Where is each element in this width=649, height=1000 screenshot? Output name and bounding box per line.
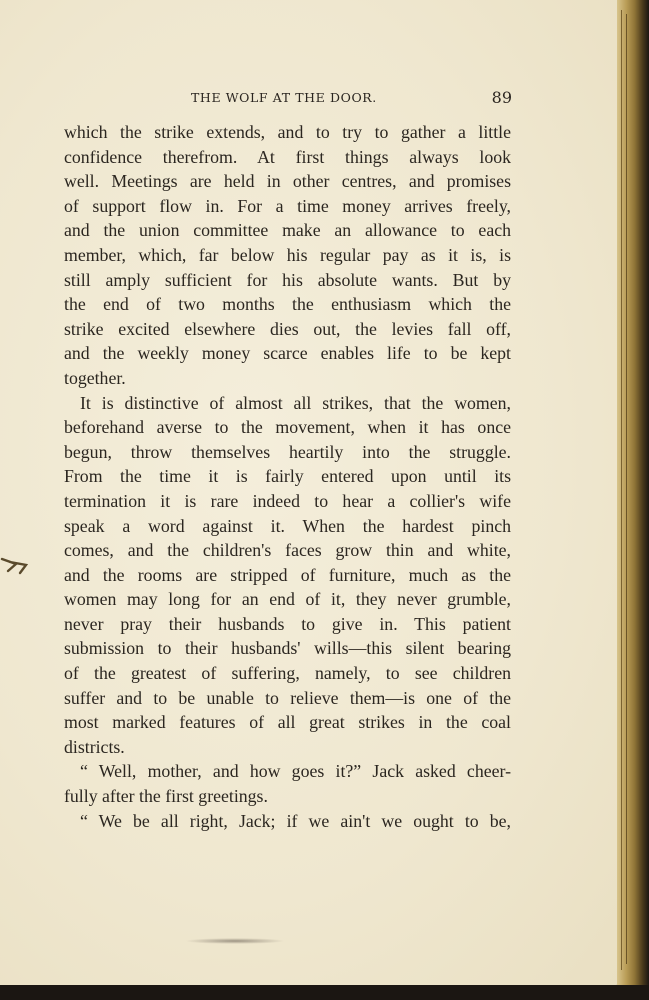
text-line: and the rooms are stripped of furniture, much as the: [64, 564, 511, 585]
text-line: women may long for an end of it, they never grumble,: [64, 589, 511, 610]
text-line: of the greatest of suffering, namely, to see children: [64, 663, 511, 684]
text-line: well. Meetings are held in other centres, and promises: [64, 171, 511, 192]
text-line: fully after the first greetings.: [64, 786, 268, 807]
text-line: comes, and the children's faces grow thin and white,: [64, 540, 511, 561]
text-line: confidence therefrom. At first things always look: [64, 146, 511, 167]
margin-mark-icon: [0, 553, 30, 575]
running-head-title: THE WOLF AT THE DOOR.: [191, 90, 377, 105]
text-line: and the weekly money scarce enables life to be kept: [64, 343, 511, 364]
text-line: which the strike extends, and to try to gather a little: [64, 122, 511, 142]
text-line: “ Well, mother, and how goes it?” Jack asked cheer-: [80, 761, 511, 782]
text-line: of support flow in. For a time money arrives freely,: [64, 195, 511, 216]
text-line: submission to their husbands' wills—this silent bearing: [64, 638, 511, 659]
text-line: beforehand averse to the movement, when it has once: [64, 417, 511, 438]
running-head: [60, 88, 512, 110]
text-line: It is distinctive of almost all strikes, that the women,: [80, 392, 511, 413]
text-line: member, which, far below his regular pay as it is, is: [64, 244, 511, 265]
text-line: still amply sufficient for his absolute wants. But by: [64, 269, 511, 290]
text-line: and the union committee make an allowance to each: [64, 220, 511, 241]
text-line: speak a word against it. When the hardest pinch: [64, 515, 511, 536]
page-smudge: [185, 938, 285, 944]
body-text: [64, 120, 511, 833]
page-number: 89: [491, 88, 512, 107]
bottom-shadow: [0, 985, 649, 1000]
text-line: termination it is rare indeed to hear a collier's wife: [64, 490, 511, 511]
text-line: begun, throw themselves heartily into the struggle.: [64, 441, 511, 462]
text-line: strike excited elsewhere dies out, the levies fall off,: [64, 318, 511, 339]
text-line: suffer and to be unable to relieve them—is one of the: [64, 687, 511, 708]
page-edges: [617, 0, 649, 990]
text-line: never pray their husbands to give in. This patient: [64, 613, 511, 634]
text-line: “ We be all right, Jack; if we ain't we ought to be,: [80, 810, 511, 831]
text-line: most marked features of all great strikes in the coal: [64, 712, 511, 733]
text-line: districts.: [64, 736, 125, 757]
text-line: the end of two months the enthusiasm which the: [64, 294, 511, 315]
text-line: From the time it is fairly entered upon until its: [64, 466, 511, 487]
text-line: together.: [64, 367, 126, 388]
